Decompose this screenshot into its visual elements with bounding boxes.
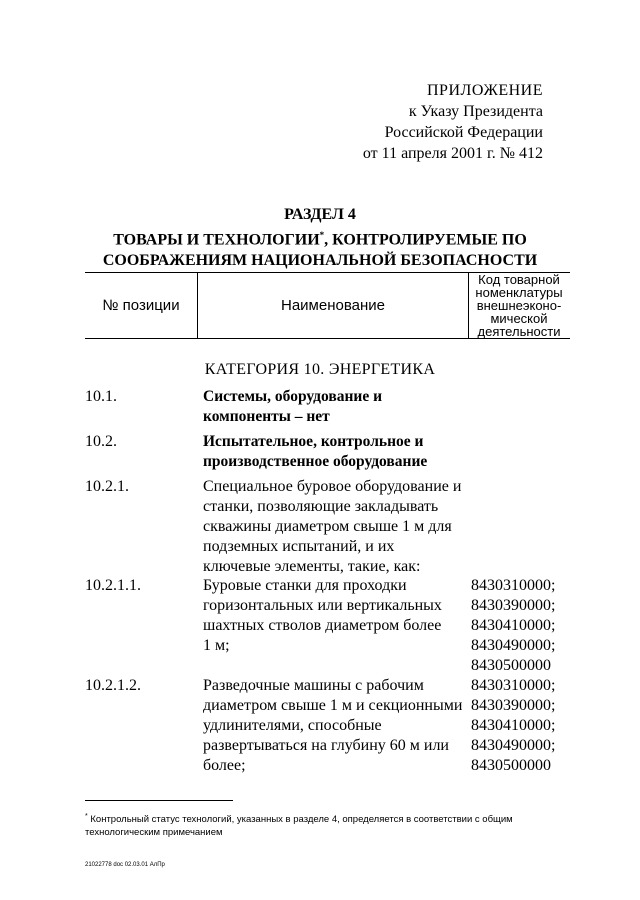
header-code-line: деятельности (477, 324, 561, 339)
section-title (0, 204, 640, 271)
code-value: 8430310000; (471, 577, 556, 594)
footnote-divider (85, 800, 233, 801)
position-number: 10.2. (85, 433, 117, 450)
description-line: станки, позволяющие закладывать (203, 498, 439, 515)
footnote-mark: * (85, 813, 88, 820)
position-number: 10.2.1. (85, 478, 129, 495)
item-description (203, 432, 549, 472)
description-line: развертываться на глубину 60 м или (203, 737, 449, 754)
description-line: ключевые элементы, такие, как: (203, 558, 421, 575)
description-line: производственное оборудование (203, 453, 428, 470)
code-value: 8430390000; (471, 597, 556, 614)
position-number: 10.1. (85, 388, 117, 405)
appendix-decree: к Указу Президента (408, 103, 543, 120)
section-number: РАЗДЕЛ 4 (284, 206, 356, 223)
description-line: Испытательное, контрольное и (203, 433, 424, 450)
appendix-date: от 11 апреля 2001 г. № 412 (362, 145, 543, 162)
header-code (468, 273, 570, 338)
header-code-line: номенклатуры (475, 285, 563, 300)
code-value: 8430310000; (471, 677, 556, 694)
document-reference: 21022778 doc 02.03.01 АлПр (85, 862, 165, 868)
section-heading-rest: , КОНТРОЛИРУЕМЫЕ ПО (324, 231, 527, 249)
description-line: Специальное буровое оборудование и (203, 478, 462, 495)
description-line: компоненты – нет (203, 408, 330, 425)
position-number: 10.2.1.2. (85, 677, 141, 694)
section-heading-part: ТОВАРЫ И ТЕХНОЛОГИИ (113, 231, 320, 249)
description-line: Буровые станки для проходки (203, 577, 407, 594)
header-position-number: № позиции (102, 297, 180, 314)
description-line: Системы, оборудование и (203, 388, 383, 405)
header-name: Наименование (197, 273, 469, 338)
item-description (203, 477, 549, 577)
section-heading-line2: СООБРАЖЕНИЯМ НАЦИОНАЛЬНОЙ БЕЗОПАСНОСТИ (102, 252, 538, 270)
appendix-header (363, 80, 543, 164)
description-line: 1 м; (203, 637, 230, 654)
position-number: 10.2.1.1. (85, 577, 141, 594)
section-heading-line1 (0, 225, 640, 250)
description-line: удлинителями, способные (203, 717, 382, 734)
description-line: шахтных стволов диаметром более (203, 617, 442, 634)
footnote-text: Контрольный статус технологий, указанных в разделе 4, определяется в соответствии с общим технологическим примечанием (85, 814, 513, 839)
header-code-line: Код товарной (478, 272, 560, 287)
description-line: подземных испытаний, и их (203, 538, 395, 555)
header-code-line: внешнеэконо- (476, 298, 562, 313)
code-value: 8430490000; (471, 637, 556, 654)
appendix-title: ПРИЛОЖЕНИЕ (426, 82, 543, 99)
description-line: скважины диаметром свыше 1 м для (203, 518, 452, 535)
code-list (471, 676, 571, 776)
code-value: 8430390000; (471, 697, 556, 714)
code-value: 8430500000 (471, 657, 551, 674)
code-value: 8430500000 (471, 757, 551, 774)
table-header (85, 272, 570, 339)
category-heading: КАТЕГОРИЯ 10. ЭНЕРГЕТИКА (204, 361, 436, 378)
description-line: Разведочные машины с рабочим (203, 677, 424, 694)
footnote (85, 810, 570, 839)
footnote-marker: * (319, 230, 325, 240)
header-code-line: мической (490, 311, 548, 326)
appendix-country: Российской Федерации (384, 124, 543, 141)
code-value: 8430490000; (471, 737, 556, 754)
code-value: 8430410000; (471, 617, 556, 634)
description-line: горизонтальных или вертикальных (203, 597, 442, 614)
description-line: более; (203, 757, 246, 774)
item-description (203, 387, 549, 427)
code-list (471, 576, 571, 676)
code-value: 8430410000; (471, 717, 556, 734)
description-line: диаметром свыше 1 м и секционными (203, 697, 463, 714)
